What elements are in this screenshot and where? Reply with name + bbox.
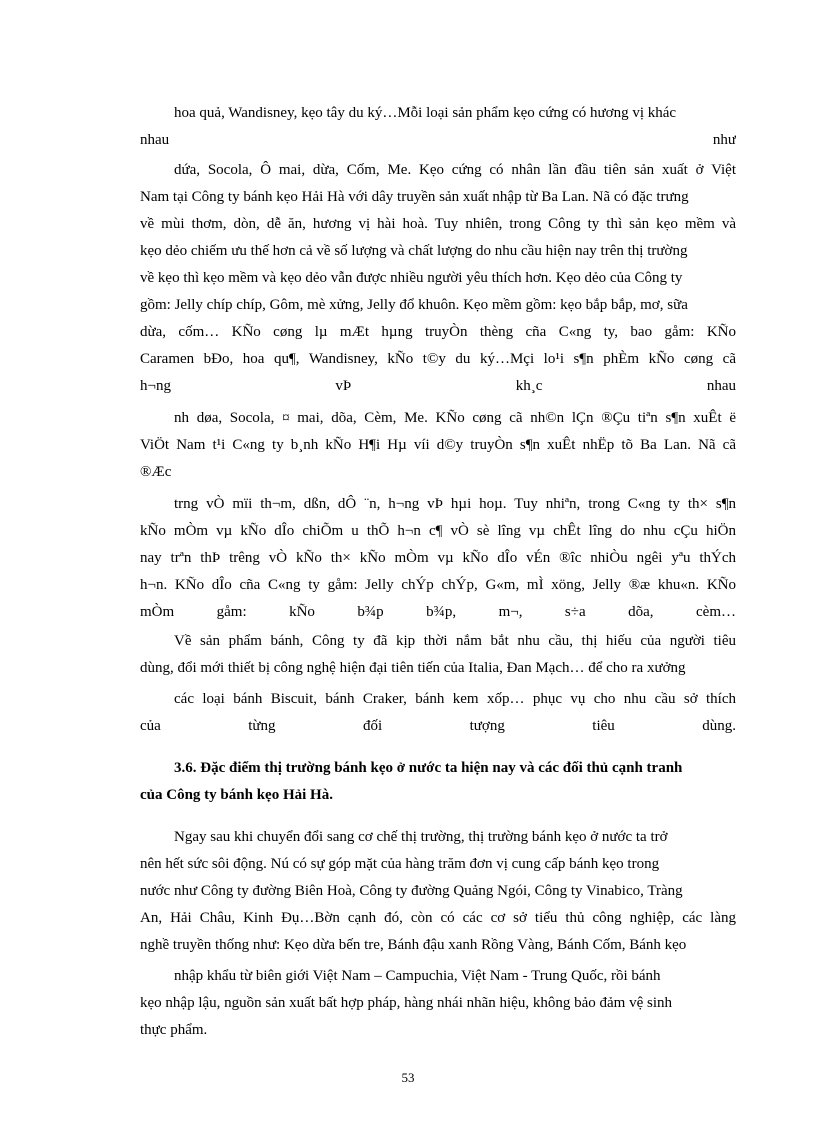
text-line: về mùi thơm, dòn, dễ ăn, hương vị hài hoà. Tuy nhiên, trong Công ty thì sản kẹo mềm và bbox=[140, 216, 736, 232]
text-line: An, Hải Châu, Kinh Đụ…Bờn cạnh đó, còn có các cơ sở tiểu thủ công nghiệp, các làng bbox=[140, 910, 736, 926]
text-line: các loại bánh Biscuit, bánh Craker, bánh kem xốp… phục vụ cho nhu cầu sở thích bbox=[174, 691, 736, 707]
text-line: gồm: Jelly chíp chíp, Gôm, mè xửng, Jelly đổ khuôn. Kẹo mềm gồm: kẹo bắp bắp, mơ, sữa bbox=[140, 297, 688, 313]
text-line: về kẹo thì kẹo mềm và kẹo dẻo vẫn được nhiều người yêu thích hơn. Kẹo dẻo của Công ty bbox=[140, 270, 683, 286]
text-line: nên hết sức sôi động. Nú có sự góp mặt của hàng trăm đơn vị cung cấp bánh kẹo trong bbox=[140, 856, 660, 872]
text-line: trng vÒ mïi th¬m, dßn, dÔ ¨n, h¬ng vÞ hµi hoµ. Tuy nhiªn, trong C«ng ty th× s¶n bbox=[174, 496, 736, 512]
text-line: thực phẩm. bbox=[140, 1022, 208, 1038]
text-line: nay trªn thÞ trêng vÒ kÑo th× kÑo mÒm vµ kÑo dÎo vÉn ®îc nhiÒu ngêi yªu thÝch bbox=[140, 550, 736, 566]
text-line: ®Æc bbox=[140, 464, 172, 480]
text-line: nghề truyền thống như: Kẹo dừa bến tre, Bánh đậu xanh Rồng Vàng, Bánh Cốm, Bánh kẹo bbox=[140, 937, 687, 953]
text-line: dừa, cốm… KÑo cøng lµ mÆt hµng truyÒn thèng cña C«ng ty, bao gåm: KÑo bbox=[140, 324, 736, 340]
text-line: nhau bbox=[140, 132, 170, 148]
section-heading: của Công ty bánh kẹo Hải Hà. bbox=[140, 787, 333, 803]
text-line: kÑo mÒm vµ kÑo dÎo chiÕm u thÕ h¬n c¶ vÒ sè lîng vµ chÊt lîng do nhu cÇu hiÖn bbox=[140, 523, 736, 539]
text-line: nước như Công ty đường Biên Hoà, Công ty đường Quảng Ngói, Công ty Vinabico, Tràng bbox=[140, 883, 683, 899]
text-line: mÒm gåm: kÑo b¾p b¾p, m¬, s÷a dõa, cèm… bbox=[140, 604, 736, 620]
text-line: h¬ng vÞ kh¸c nhau bbox=[140, 378, 736, 394]
text-line: của từng đối tượng tiêu dùng. bbox=[140, 718, 736, 734]
text-line: dùng, đổi mới thiết bị công nghệ hiện đại tiên tiến của Italia, Đan Mạch… để cho ra xưởng bbox=[140, 660, 686, 676]
text-line: Ngay sau khi chuyển đổi sang cơ chế thị trường, thị trường bánh kẹo ở nước ta trở bbox=[174, 829, 668, 845]
text-line: nh døa, Socola, ¤ mai, dõa, Cèm, Me. KÑo cøng cã nh©n lÇn ®Çu tiªn s¶n xuÊt ë bbox=[174, 410, 736, 426]
text-line: h¬n. KÑo dÎo cña C«ng ty gåm: Jelly chÝp chÝp, G«m, mÌ xöng, Jelly ®æ khu«n. KÑo bbox=[140, 577, 736, 593]
text-line: Nam tại Công ty bánh kẹo Hải Hà với dây truyền sản xuất nhập từ Ba Lan. Nã có đặc trưng bbox=[140, 189, 689, 205]
text-line: dứa, Socola, Ô mai, dừa, Cốm, Me. Kẹo cứng có nhân lần đầu tiên sản xuất ở Việt bbox=[174, 162, 736, 178]
text-line: kẹo dẻo chiếm ưu thế hơn cả về số lượng và chất lượng do nhu cầu hiện nay trên thị trường bbox=[140, 243, 688, 259]
text-line: hoa quả, Wandisney, kẹo tây du ký…Mỗi loại sản phẩm kẹo cứng có hương vị khác bbox=[174, 105, 677, 121]
text-line: nhập khẩu từ biên giới Việt Nam – Campuchia, Việt Nam - Trung Quốc, rồi bánh bbox=[174, 968, 661, 984]
section-heading: 3.6. Đặc điểm thị trường bánh kẹo ở nước ta hiện nay và các đối thủ cạnh tranh bbox=[174, 760, 683, 776]
text-line: kẹo nhập lậu, nguồn sản xuất bất hợp pháp, hàng nhái nhãn hiệu, không bảo đảm vệ sinh bbox=[140, 995, 672, 1011]
page-number: 53 bbox=[401, 1070, 415, 1085]
text-line: Về sản phẩm bánh, Công ty đã kịp thời nắm bắt nhu cầu, thị hiếu của người tiêu bbox=[174, 633, 736, 649]
text-line: Caramen bÐo, hoa qu¶, Wandisney, kÑo t©y du ký…Mçi lo¹i s¶n phÈm kÑo cøng cã bbox=[140, 351, 736, 367]
text-line: ViÖt Nam t¹i C«ng ty b¸nh kÑo H¶i Hµ víi d©y truyÒn s¶n xuÊt nhËp tõ Ba Lan. Nã cã bbox=[140, 437, 736, 453]
text-line: như bbox=[712, 132, 736, 148]
